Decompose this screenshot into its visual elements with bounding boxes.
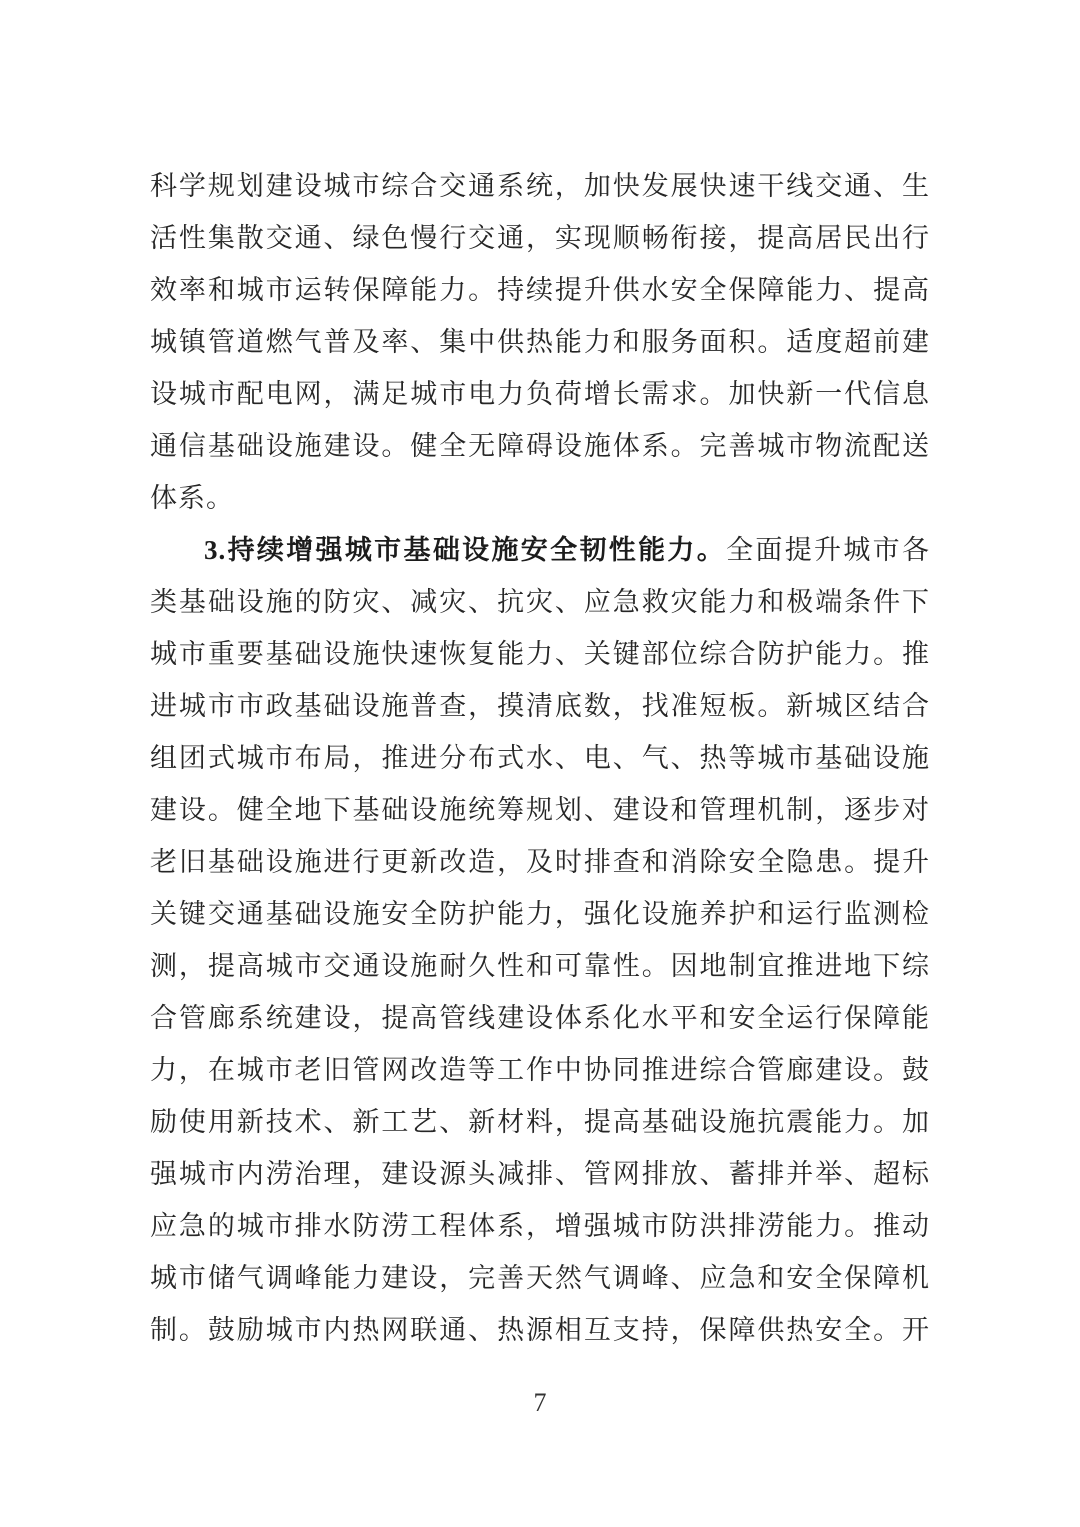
- body-text: [150, 160, 930, 1356]
- text-line: 建设。健全地下基础设施统筹规划、建设和管理机制，逐步对: [150, 795, 930, 825]
- text-line: 效率和城市运转保障能力。持续提升供水安全保障能力、提高: [150, 275, 930, 305]
- text-line: 强城市内涝治理，建设源头减排、管网排放、蓄排并举、超标: [150, 1159, 930, 1189]
- text-line: 体系。: [150, 483, 234, 513]
- text-line: 力，在城市老旧管网改造等工作中协同推进综合管廊建设。鼓: [150, 1055, 930, 1085]
- text-line: 类基础设施的防灾、减灾、抗灾、应急救灾能力和极端条件下: [150, 587, 930, 617]
- text-line: 老旧基础设施进行更新改造，及时排查和消除安全隐患。提升: [150, 847, 930, 877]
- text-line: 城市储气调峰能力建设，完善天然气调峰、应急和安全保障机: [150, 1263, 930, 1293]
- text-line: 励使用新技术、新工艺、新材料，提高基础设施抗震能力。加: [150, 1107, 930, 1137]
- section-heading: 3.持续增强城市基础设施安全韧性能力。: [204, 535, 727, 565]
- page-number: 7: [533, 1388, 547, 1417]
- text-line: 城市重要基础设施快速恢复能力、关键部位综合防护能力。推: [150, 639, 930, 669]
- text-line: 组团式城市布局，推进分布式水、电、气、热等城市基础设施: [150, 743, 930, 773]
- section-lead-rest: 全面提升城市各: [726, 535, 930, 565]
- text-line: 活性集散交通、绿色慢行交通，实现顺畅衔接，提高居民出行: [150, 223, 930, 253]
- text-line: 测，提高城市交通设施耐久性和可靠性。因地制宜推进地下综: [150, 951, 930, 981]
- text-line: 制。鼓励城市内热网联通、热源相互支持，保障供热安全。开: [150, 1315, 930, 1345]
- text-line: 关键交通基础设施安全防护能力，强化设施养护和运行监测检: [150, 899, 930, 929]
- text-line: 合管廊系统建设，提高管线建设体系化水平和安全运行保障能: [150, 1003, 930, 1033]
- text-line: 城镇管道燃气普及率、集中供热能力和服务面积。适度超前建: [150, 327, 930, 357]
- text-line: 科学规划建设城市综合交通系统，加快发展快速干线交通、生: [150, 171, 930, 201]
- text-line-section-start: [150, 524, 930, 576]
- text-line: 通信基础设施建设。健全无障碍设施体系。完善城市物流配送: [150, 431, 930, 461]
- text-line: 应急的城市排水防涝工程体系，增强城市防洪排涝能力。推动: [150, 1211, 930, 1241]
- text-line: 进城市市政基础设施普查，摸清底数，找准短板。新城区结合: [150, 691, 930, 721]
- text-line: 设城市配电网，满足城市电力负荷增长需求。加快新一代信息: [150, 379, 930, 409]
